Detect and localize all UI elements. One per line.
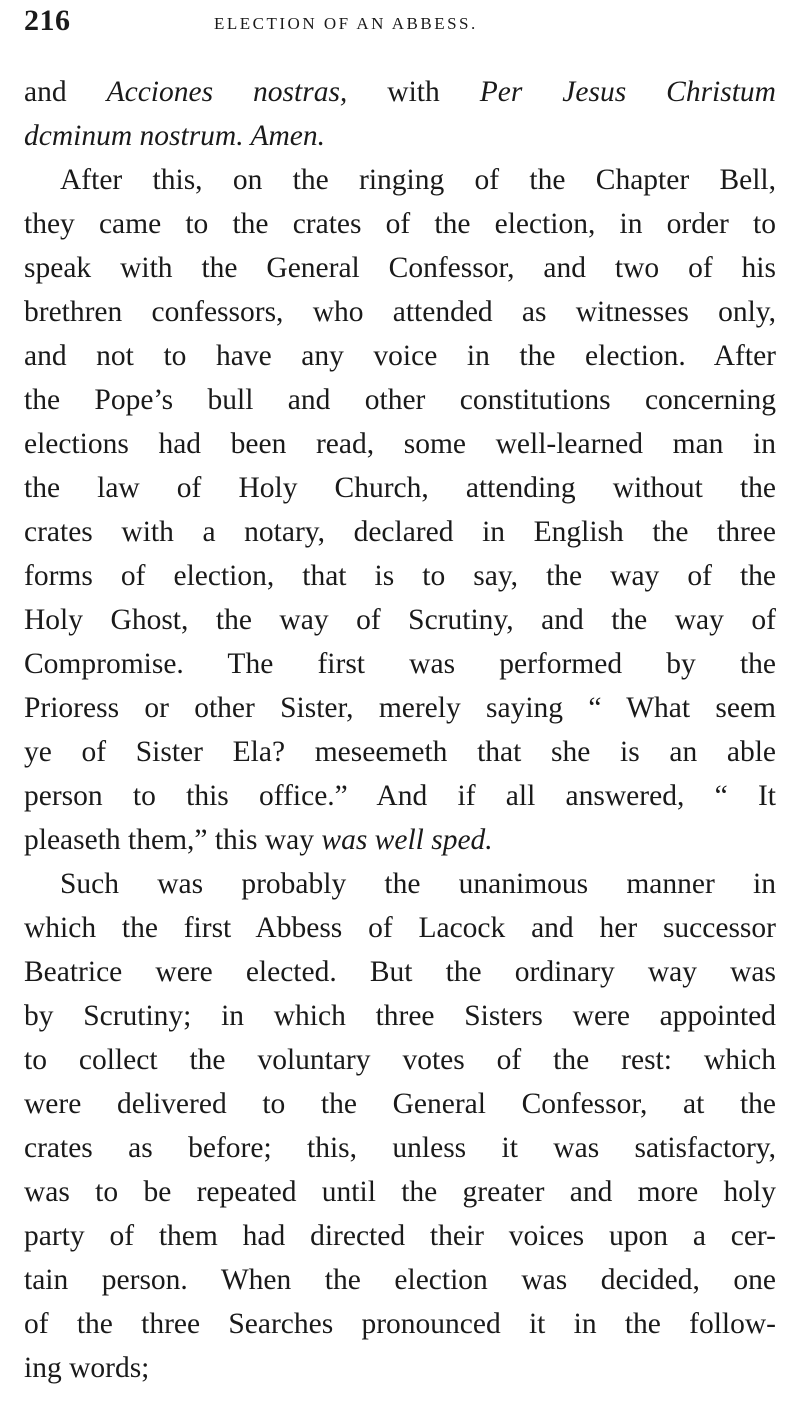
body-text — [24, 70, 776, 1390]
text-line: Holy Ghost, the way of Scrutiny, and the way of — [24, 604, 776, 636]
italic-run: Acciones nostras, — [106, 76, 348, 108]
italic-run: dcminum nostrum. Amen. — [24, 120, 325, 152]
text-line: the law of Holy Church, attending without the — [24, 472, 776, 504]
text-run: pleaseth them,” this way — [24, 824, 322, 856]
text-run: with — [347, 76, 480, 108]
text-line — [24, 114, 776, 158]
text-line — [24, 70, 776, 114]
paragraph-last-line — [24, 818, 776, 862]
text-line: tain person. When the election was decided, one — [24, 1264, 776, 1296]
text-line: crates as before; this, unless it was satisfactory, — [24, 1132, 776, 1164]
text-line: crates with a notary, declared in English the three — [24, 516, 776, 548]
text-line: elections had been read, some well-learned man in — [24, 428, 776, 460]
running-head — [24, 4, 776, 44]
text-line: Beatrice were elected. But the ordinary way was — [24, 956, 776, 988]
text-line: party of them had directed their voices upon a cer- — [24, 1220, 776, 1252]
running-title: ELECTION OF AN ABBESS. — [214, 14, 478, 33]
text-line: of the three Searches pronounced it in the follow- — [24, 1308, 776, 1340]
text-line: speak with the General Confessor, and two of his — [24, 252, 776, 284]
text-line: Prioress or other Sister, merely saying “ What seem — [24, 692, 776, 724]
paragraph-first-line: Such was probably the unanimous manner in — [60, 868, 776, 900]
text-line: were delivered to the General Confessor, at the — [24, 1088, 776, 1120]
book-page — [24, 0, 776, 1423]
text-line: Compromise. The first was performed by the — [24, 648, 776, 680]
paragraph-last-line: ing words; — [24, 1352, 150, 1384]
text-line: person to this office.” And if all answered, “ It — [24, 780, 776, 812]
text-line: by Scrutiny; in which three Sisters were appointed — [24, 1000, 776, 1032]
text-line: and not to have any voice in the election. After — [24, 340, 776, 372]
text-line: the Pope’s bull and other constitutions concerning — [24, 384, 776, 416]
text-line: ye of Sister Ela? meseemeth that she is an able — [24, 736, 776, 768]
text-line: they came to the crates of the election, in order to — [24, 208, 776, 240]
text-line: forms of election, that is to say, the way of the — [24, 560, 776, 592]
paragraph-first-line: After this, on the ringing of the Chapter Bell, — [60, 164, 776, 196]
text-line: which the first Abbess of Lacock and her successor — [24, 912, 776, 944]
text-run: and — [24, 76, 107, 108]
text-line: brethren confessors, who attended as witnesses only, — [24, 296, 776, 328]
page-number: 216 — [24, 4, 71, 37]
text-line: was to be repeated until the greater and more holy — [24, 1176, 776, 1208]
italic-run: Per Jesus Christum — [479, 76, 776, 108]
italic-run: was well sped. — [321, 824, 493, 856]
text-line: to collect the voluntary votes of the rest: which — [24, 1044, 776, 1076]
